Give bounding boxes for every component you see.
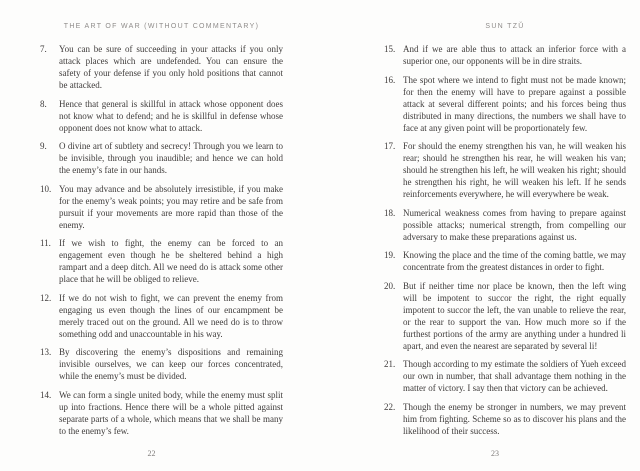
paragraph-number: 16. — [384, 74, 396, 85]
paragraph-number: 12. — [40, 292, 52, 303]
paragraph-text: We can form a single united body, while the enemy must split up into fractions. Hence there will be a whole pitted against separate parts of a whole, which means that we shall be many to the enemy’s few. — [59, 389, 283, 436]
list-item — [40, 140, 283, 176]
paragraph-text: The spot where we intend to fight must not be made known; for then the enemy will have to prepare against a possible attack at several different points; and his forces being thus distributed in many directions, the numbers we shall have to face at any given point will be proportionately few. — [403, 74, 626, 133]
list-item — [384, 140, 626, 200]
list-item — [384, 74, 626, 134]
paragraph-text: And if we are able thus to attack an inferior force with a superior one, our opponents will be in dire straits. — [403, 44, 626, 66]
paragraph-text: If we do not wish to fight, we can prevent the enemy from engaging us even though the lines of our encampment be merely traced out on the ground. All we need do is to throw something odd and unaccountable in his way. — [59, 292, 283, 339]
list-item — [384, 280, 626, 352]
paragraph-text: O divine art of subtlety and secrecy! Through you we learn to be invisible, through you inaudible; and hence we can hold the enemy’s fate in our hands. — [59, 141, 283, 175]
list-item — [40, 98, 283, 134]
paragraph-number: 20. — [384, 280, 396, 291]
list-item — [40, 346, 283, 382]
paragraph-number: 22. — [384, 401, 396, 412]
paragraph-text: Knowing the place and the time of the coming battle, we may concentrate from the greatest distances in order to fight. — [403, 250, 626, 272]
page-right — [320, 0, 640, 471]
paragraph-text: If we wish to fight, the enemy can be forced to an engagement even though he be sheltered behind a high rampart and a deep ditch. All we need do is attack some other place that he will be obliged to relieve. — [59, 238, 283, 284]
list-item — [40, 237, 283, 285]
paragraph-text: You can be sure of succeeding in your attacks if you only attack places which are undefended. You can ensure the safety of your defense if you only hold positions that cannot be attacked. — [59, 44, 283, 90]
page-number-right: 23 — [491, 449, 499, 458]
list-item — [384, 207, 626, 243]
paragraph-list-left — [40, 43, 283, 443]
paragraph-number: 10. — [40, 183, 52, 194]
paragraph-number: 14. — [40, 389, 52, 400]
paragraph-number: 19. — [384, 250, 396, 260]
list-item — [384, 43, 626, 67]
paragraph-number: 7. — [40, 44, 47, 54]
paragraph-list-right — [384, 43, 626, 443]
paragraph-text: You may advance and be absolutely irresistible, if you make for the enemy’s weak points; you may retire and be safe from pursuit if your movements are more rapid than those of the enemy. — [59, 183, 283, 230]
list-item — [384, 249, 626, 273]
paragraph-text: By discovering the enemy’s dispositions and remaining invisible ourselves, we can keep our forces concentrated, while the enemy’s must be divided. — [59, 347, 283, 381]
paragraph-number: 21. — [384, 359, 396, 369]
paragraph-text: Numerical weakness comes from having to prepare against possible attacks; numerical strength, from compelling our adversary to make these preparations against us. — [403, 207, 626, 242]
list-item — [40, 43, 283, 91]
paragraph-number: 8. — [40, 98, 47, 109]
list-item — [40, 389, 283, 437]
paragraph-text: Hence that general is skillful in attack whose opponent does not know what to defend; and he is skillful in defense whose opponent does not know what to attack. — [59, 98, 283, 133]
paragraph-number: 17. — [384, 141, 396, 151]
running-head-right: SUN TZŬ — [485, 23, 525, 30]
list-item — [40, 183, 283, 231]
paragraph-number: 15. — [384, 44, 396, 54]
paragraph-number: 11. — [40, 238, 51, 248]
paragraph-text: Though the enemy be stronger in numbers, we may prevent him from fighting. Scheme so as to discover his plans and the likelihood of their success. — [403, 401, 626, 436]
paragraph-text: But if neither time nor place be known, then the left wing will be impotent to succor the right, the right equally impotent to succor the left, the van unable to relieve the rear, or the rear to support the van. How much more so if the furthest portions of the army are anything under a hundred li apart, and even the nearest are separated by several li! — [403, 280, 626, 351]
paragraph-number: 13. — [40, 347, 52, 357]
paragraph-number: 18. — [384, 207, 396, 218]
list-item — [40, 292, 283, 340]
list-item — [384, 358, 626, 394]
running-head-left: THE ART OF WAR (WITHOUT COMMENTARY) — [63, 23, 260, 30]
paragraph-text: Though according to my estimate the soldiers of Yueh exceed our own in number, that shall advantage them nothing in the matter of victory. I say then that victory can be achieved. — [403, 359, 626, 393]
paragraph-number: 9. — [40, 141, 47, 151]
page-number-left: 22 — [147, 449, 156, 458]
list-item — [384, 401, 626, 437]
paragraph-text: For should the enemy strengthen his van, he will weaken his rear; should he strengthen his rear, he will weaken his van; should he strengthen his left, he will weaken his right; should he strengthen his right, he will weaken his left. If he sends reinforcements everywhere, he will everywhere be weak. — [403, 141, 626, 199]
